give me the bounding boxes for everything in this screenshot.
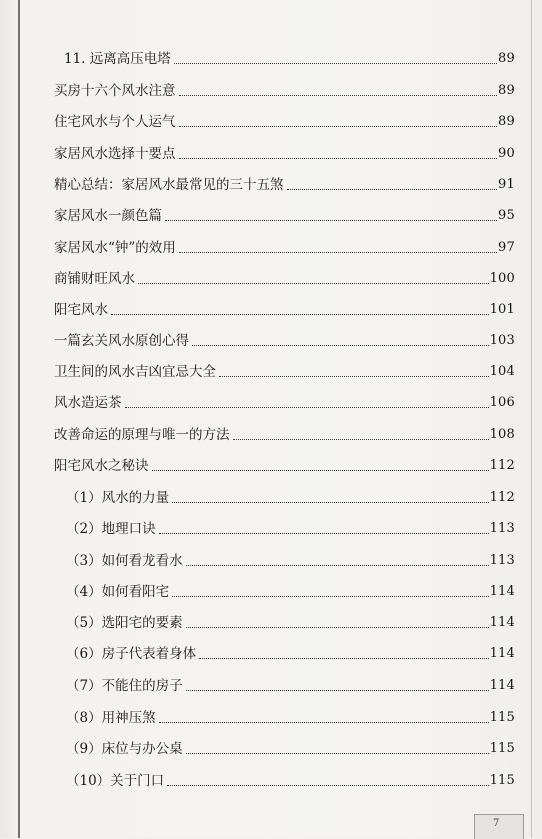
toc-entry-page: 89 [498,114,515,129]
toc-entry-page: 114 [489,678,515,693]
toc-entry-title: 家居风水选择十要点 [54,146,176,162]
dot-leader [174,63,497,64]
toc-entry-title: 住宅风水与个人运气 [54,114,176,130]
toc-entry[interactable] [54,361,515,383]
toc-entry-page: 115 [489,741,515,756]
dot-leader [165,220,497,221]
dot-leader [199,658,489,659]
toc-entry-page: 97 [498,240,515,255]
toc-entry-page: 103 [489,333,515,348]
toc-entry[interactable] [66,643,515,665]
dot-leader [152,470,489,471]
dot-leader [172,596,489,597]
toc-entry-title: 家居风水“钟”的效用 [54,240,176,256]
toc-entry[interactable] [54,392,515,414]
toc-entry-page: 115 [489,710,515,725]
toc-entry[interactable] [54,80,515,102]
toc-entry-title: （3）如何看龙看水 [66,553,183,569]
toc-entry-page: 114 [489,584,515,599]
dot-leader [186,753,489,754]
dot-leader [287,189,497,190]
dot-leader [179,95,497,96]
toc-entry[interactable] [66,518,515,540]
toc-entry-page: 90 [498,146,515,161]
toc-entry[interactable] [54,424,515,446]
toc-entry-title: （4）如何看阳宅 [66,584,170,600]
dot-leader [111,314,489,315]
toc-entry-title: 买房十六个风水注意 [54,83,176,99]
toc-entry[interactable] [54,455,515,477]
dot-leader [192,345,489,346]
toc-entry-title: 风水造运茶 [54,395,122,411]
toc-entry[interactable] [66,612,515,634]
toc-entry[interactable] [54,268,515,290]
toc-entry-title: （6）房子代表着身体 [66,646,197,662]
toc-entry-title: （5）选阳宅的要素 [66,615,183,631]
toc-entry[interactable] [66,738,515,760]
toc-entry[interactable] [66,550,515,572]
dot-leader [159,722,489,723]
toc-entry-page: 113 [489,521,515,536]
dot-leader [233,439,489,440]
dot-leader [159,533,489,534]
toc-entry[interactable] [54,330,515,352]
toc-entry-title: （7）不能住的房子 [66,678,183,694]
toc-entry-title: 改善命运的原理与唯一的方法 [54,427,230,443]
toc-entry-page: 112 [489,458,515,473]
toc-entry-title: （10）关于门口 [66,773,165,789]
toc-entry-page: 114 [489,646,515,661]
dot-leader [179,252,497,253]
toc-entry[interactable] [66,675,515,697]
toc-entry-page: 104 [489,364,515,379]
toc-entry[interactable] [54,299,515,321]
toc-entry-page: 91 [498,177,515,192]
toc-entry-title: 阳宅风水 [54,302,108,318]
toc-entry-title: 卫生间的风水吉凶宜忌大全 [54,364,216,380]
dot-leader [219,376,489,377]
toc-entry-title: 阳宅风水之秘诀 [54,458,149,474]
toc-entry[interactable] [66,770,515,792]
page-number: 7 [493,818,500,829]
dot-leader [186,565,489,566]
dot-leader [186,690,489,691]
toc-entry-page: 101 [489,302,515,317]
toc-entry[interactable] [54,237,515,259]
toc-entry-title: 一篇玄关风水原创心得 [54,333,189,349]
toc-entry-page: 108 [489,427,515,442]
toc-entry-title: 11. 远离高压电塔 [64,51,171,67]
dot-leader [186,627,489,628]
toc-entry-title: （8）用神压煞 [66,710,156,726]
toc-entry[interactable] [54,143,515,165]
dot-leader [172,502,489,503]
toc-entry[interactable] [54,174,515,196]
dot-leader [179,158,497,159]
toc-entry-page: 113 [489,553,515,568]
toc-entry-page: 95 [498,208,515,223]
toc-entry-page: 115 [489,773,515,788]
toc-entry-page: 112 [489,490,515,505]
toc-entry[interactable] [54,111,515,133]
toc-entry[interactable] [64,48,515,70]
toc-entry-page: 100 [489,271,515,286]
toc-entry[interactable] [66,707,515,729]
dot-leader [125,407,489,408]
toc-entry-title: 商铺财旺风水 [54,271,135,287]
dot-leader [167,785,489,786]
toc-entry[interactable] [66,487,515,509]
toc-entry-title: 家居风水一颜色篇 [54,208,162,224]
toc-entry-title: （2）地理口诀 [66,521,156,537]
toc-entry[interactable] [54,205,515,227]
toc-entry-title: （1）风水的力量 [66,490,170,506]
toc-entry-page: 114 [489,615,515,630]
toc-entry-title: （9）床位与办公桌 [66,741,183,757]
toc-entry-page: 106 [489,395,515,410]
dot-leader [179,126,497,127]
toc-entry[interactable] [66,581,515,603]
toc-entry-title: 精心总结：家居风水最常见的三十五煞 [54,177,284,193]
dot-leader [138,283,489,284]
toc-entry-page: 89 [498,51,515,66]
toc-entry-page: 89 [498,83,515,98]
